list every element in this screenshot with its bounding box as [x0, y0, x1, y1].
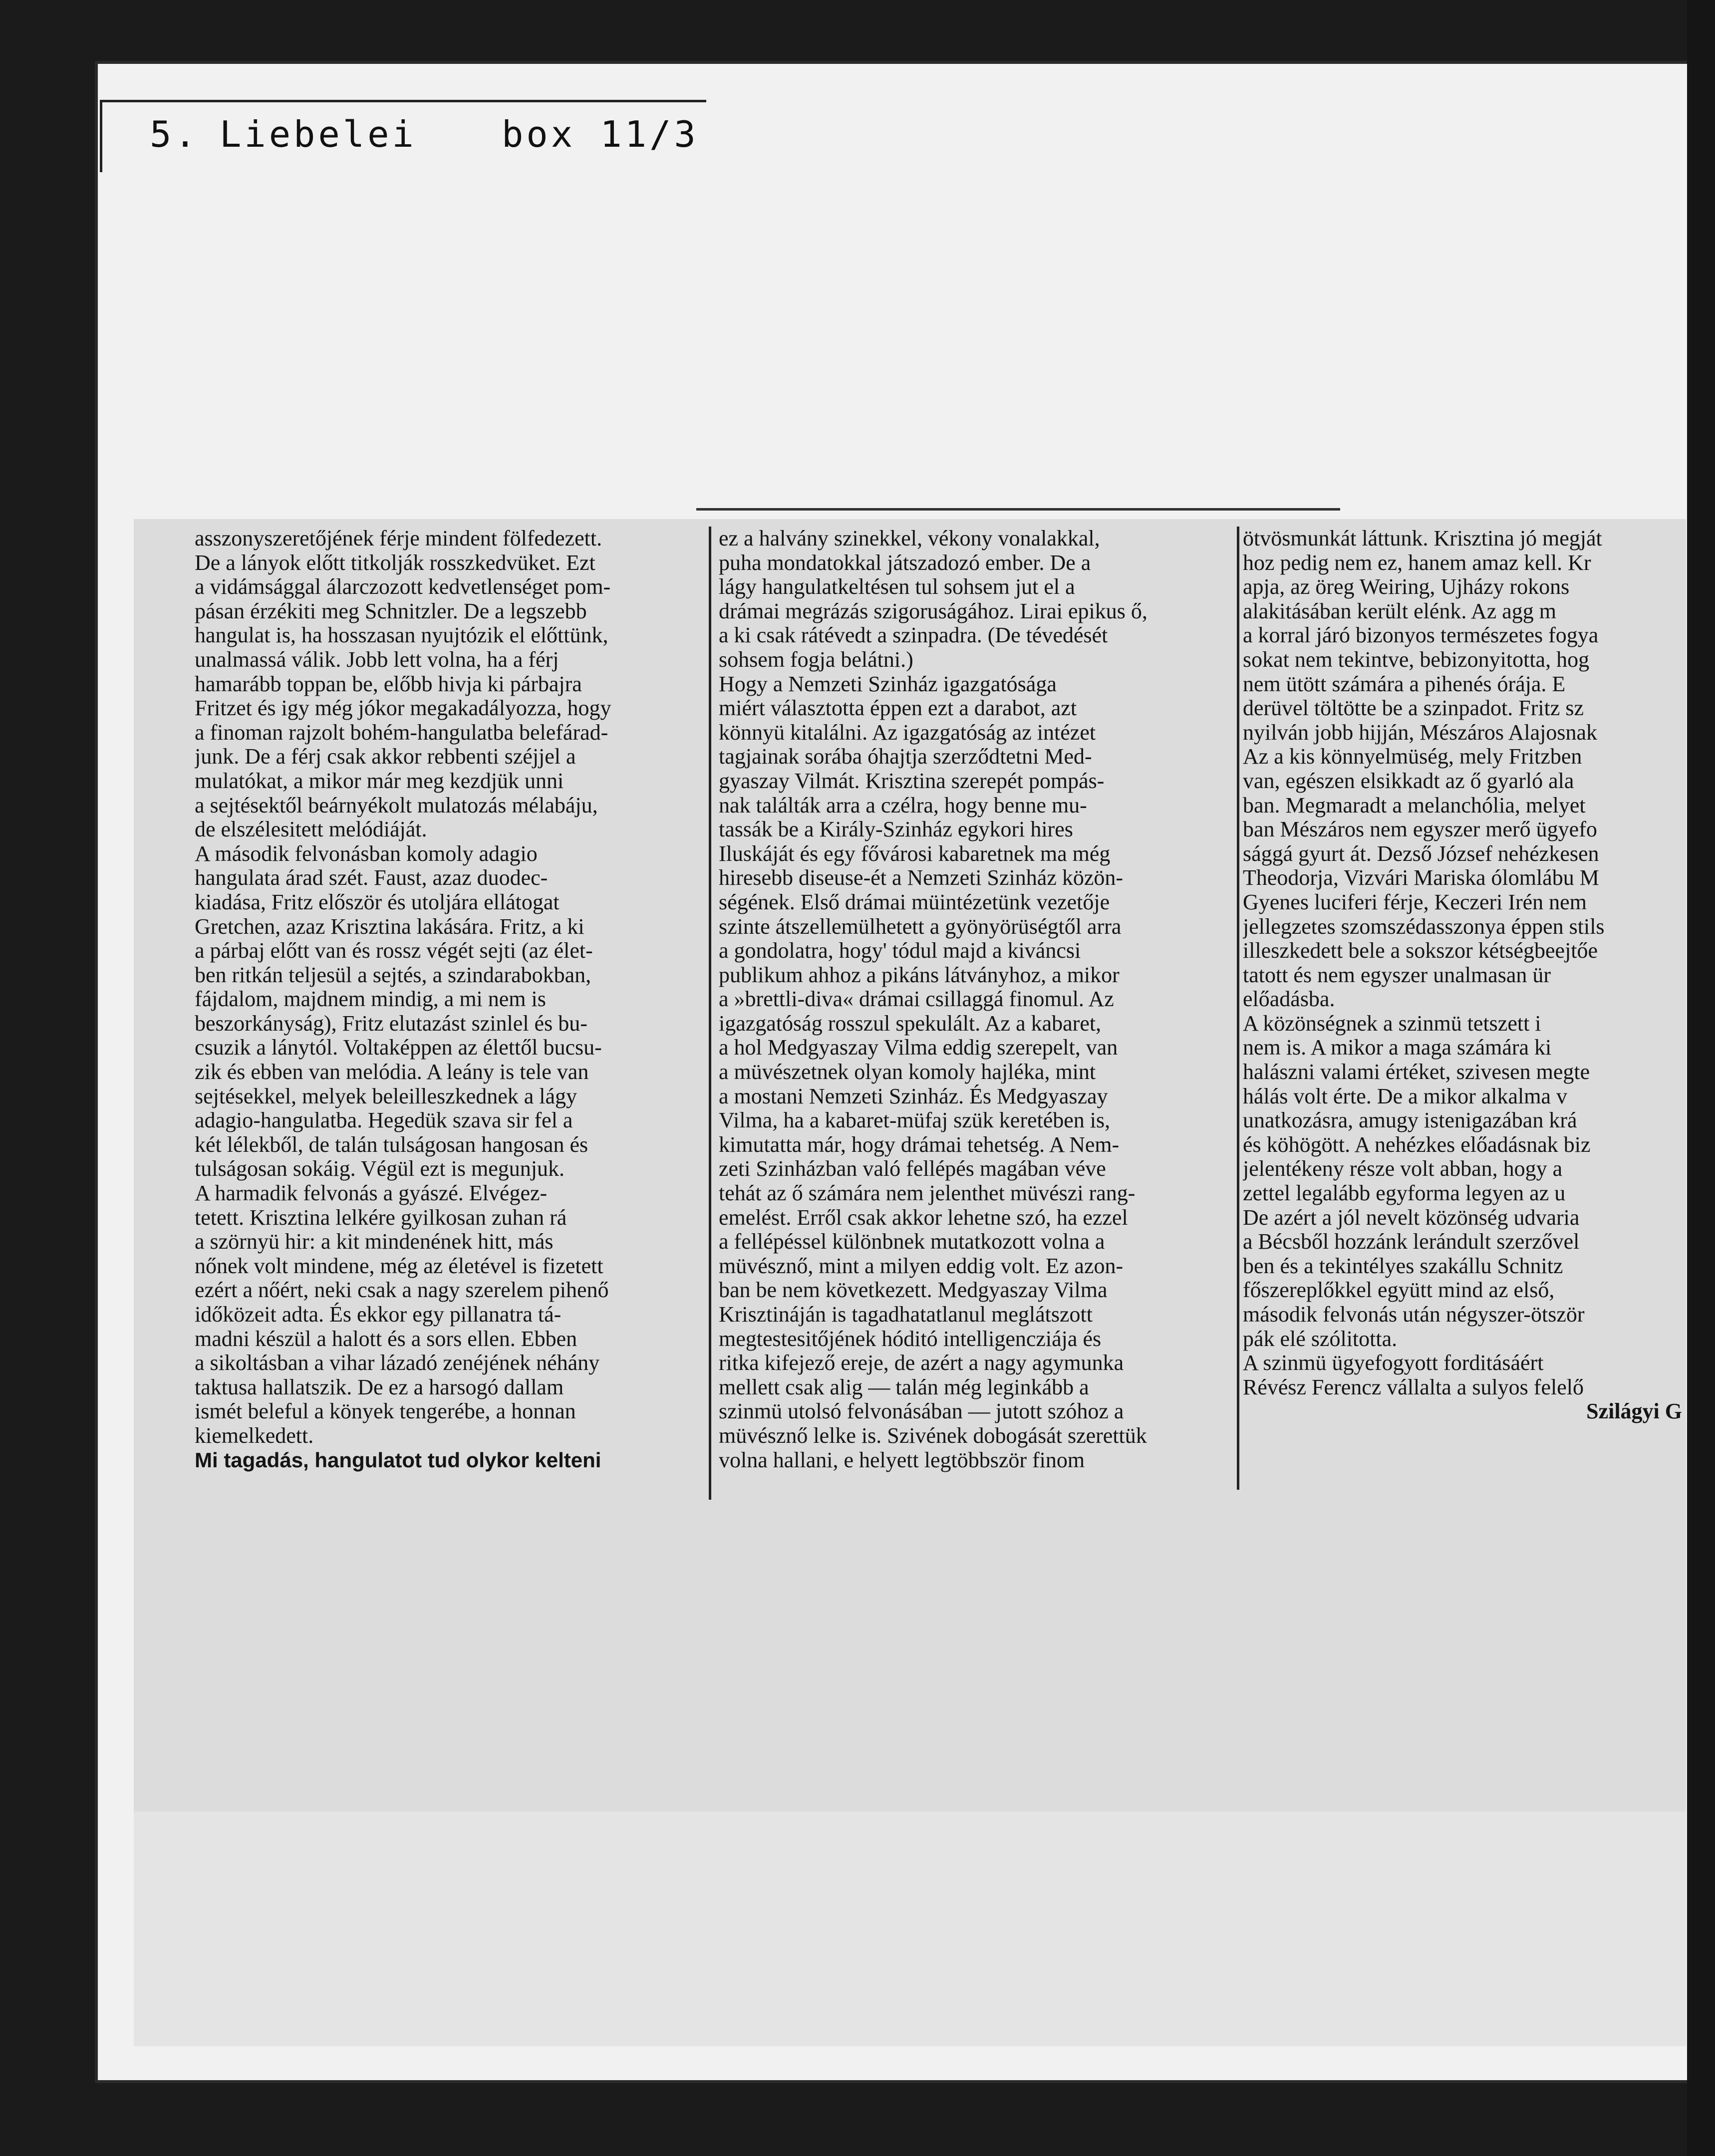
article-line: hálás volt érte. De a mikor alkalma v	[1243, 1084, 1567, 1108]
article-line: és köhögött. A nehézkes előadásnak biz	[1243, 1132, 1591, 1157]
article-line: sággá gyurt át. Dezső József nehézkesen	[1243, 841, 1599, 866]
article-column-3	[1243, 527, 1682, 1424]
label-box: box 11/3	[502, 113, 699, 155]
article-line: gyaszay Vilmát. Krisztina szerepét pompás-	[719, 769, 1105, 793]
article-line: junk. De a férj csak akkor rebbenti széjjel a	[195, 745, 576, 769]
article-line: hoz pedig nem ez, hanem amaz kell. Kr	[1243, 550, 1591, 575]
article-line: a vidámsággal álarczozott kedvetlenséget pom-	[195, 575, 611, 599]
article-line: Fritzet és igy még jókor megakadályozza, hogy	[195, 696, 611, 721]
article-line: mulatókat, a mikor már meg kezdjük unni	[195, 769, 564, 793]
article-line: zettel legalább egyforma legyen az u	[1243, 1181, 1566, 1206]
article-line: unalmassá válik. Jobb lett volna, ha a férj	[195, 647, 559, 672]
article-line: zik és ebben van melódia. A leány is tele van	[195, 1060, 589, 1084]
article-line: a fellépéssel különbnek mutatkozott volna a	[719, 1230, 1105, 1254]
article-line: tehát az ő számára nem jelenthet müvészi rang-	[719, 1181, 1136, 1206]
article-line: nőnek volt mindene, még az életével is fizetett	[195, 1254, 603, 1278]
article-line: asszonyszeretőjének férje mindent fölfedezett.	[195, 527, 602, 550]
article-line: ségének. Első drámai müintézetünk vezetője	[719, 890, 1110, 914]
article-line: a korral járó bizonyos természetes fogya	[1243, 623, 1599, 648]
article-line: nak találták arra a czélra, hogy benne mu-	[719, 793, 1087, 817]
article-line: A második felvonásban komoly adagio	[195, 841, 538, 866]
article-line: lágy hangulatkeltésen tul sohsem jut el a	[719, 575, 1075, 599]
column-divider-2	[1237, 527, 1239, 1490]
article-line: Révész Ferencz vállalta a sulyos felelő	[1243, 1375, 1584, 1399]
article-line: főszereplőkkel együtt mind az első,	[1243, 1278, 1555, 1303]
column-top-rule	[696, 508, 1340, 511]
article-line: Hogy a Nemzeti Szinház igazgatósága	[719, 672, 1057, 696]
column-divider-1	[709, 527, 711, 1500]
article-line: könnyü kitalálni. Az igazgatóság az intézet	[719, 720, 1096, 745]
article-line: a »brettli-diva« drámai csillaggá finomul. Az	[719, 987, 1114, 1012]
article-line: tatott és nem egyszer unalmasan ür	[1243, 963, 1551, 987]
article-line: Krisztináján is tagadhatatlanul meglátszott	[719, 1303, 1093, 1327]
article-line: hangulat is, ha hosszasan nyujtózik el előttünk,	[195, 623, 608, 648]
article-line: A szinmü ügyefogyott forditásáért	[1243, 1351, 1544, 1375]
article-line: sejtésekkel, melyek beleilleszkednek a lágy	[195, 1084, 577, 1108]
article-line: ben és a tekintélyes szakállu Schnitz	[1243, 1254, 1563, 1278]
article-line: A közönségnek a szinmü tetszett i	[1243, 1011, 1541, 1036]
article-line: Gretchen, azaz Krisztina lakására. Fritz, a ki	[195, 914, 584, 939]
article-line: kiadása, Fritz először és utoljára ellátogat	[195, 890, 560, 914]
article-line: a hol Medgyaszay Vilma eddig szerepelt, van	[719, 1036, 1118, 1060]
article-line: ben ritkán teljesül a sejtés, a szindarabokban,	[195, 963, 591, 987]
article-line: Vilma, ha a kabaret-müfaj szük keretében is,	[719, 1108, 1111, 1133]
article-line: időközeit adta. És ekkor egy pillanatra tá-	[195, 1303, 562, 1327]
article-line: De azért a jól nevelt közönség udvaria	[1243, 1205, 1580, 1230]
article-line: ezért a nőért, neki csak a nagy szerelem pihenő	[195, 1278, 609, 1303]
label-title: Liebelei	[220, 113, 417, 155]
article-line: ismét beleful a könyek tengerébe, a honnan	[195, 1399, 576, 1424]
article-line: adagio-hangulatba. Hegedük szava sir fel a	[195, 1108, 573, 1133]
article-line: De a lányok előtt titkolják rosszkedvüket. Ezt	[195, 550, 595, 575]
article-line: ritka kifejező ereje, de azért a nagy agymunka	[719, 1351, 1124, 1375]
article-line: puha mondatokkal játszadozó ember. De a	[719, 550, 1091, 575]
article-line: előadásba.	[1243, 987, 1335, 1012]
article-line: a párbaj előtt van és rossz végét sejti (az élet-	[195, 939, 593, 963]
film-edge	[1687, 0, 1715, 2156]
article-line: ban Mészáros nem egyszer merő ügyefo	[1243, 817, 1597, 842]
article-line: Szilágyi G	[1586, 1399, 1682, 1424]
article-line: nem is. A mikor a maga számára ki	[1243, 1036, 1552, 1060]
article-line: a szörnyü hir: a kit mindenének hitt, más	[195, 1230, 554, 1254]
clipping-blank-area	[134, 1812, 1686, 2046]
article-line: a Bécsből hozzánk lerándult szerzővel	[1243, 1230, 1580, 1254]
article-column-2	[719, 527, 1223, 1472]
article-line: de elszélesitett melódiáját.	[195, 817, 427, 842]
article-line: igazgatóság rosszul spekulált. Az a kabaret,	[719, 1011, 1102, 1036]
article-line: beszorkányság), Fritz elutazást szinlel és bu-	[195, 1011, 587, 1036]
article-line: apja, az öreg Weiring, Ujházy rokons	[1243, 575, 1570, 599]
article-line: hamarább toppan be, előbb hivja ki párbajra	[195, 672, 582, 696]
article-line: ez a halvány szinekkel, vékony vonalakkal,	[719, 527, 1100, 550]
article-line: taktusa hallatszik. De ez a harsogó dallam	[195, 1375, 564, 1399]
article-line: unatkozásra, amugy istenigazában krá	[1243, 1108, 1577, 1133]
article-line: A harmadik felvonás a gyászé. Elvégez-	[195, 1181, 548, 1206]
article-line: Theodorja, Vizvári Mariska ólomlábu M	[1243, 866, 1599, 890]
article-line: megtestesitőjének hóditó intelligencziája és	[719, 1327, 1102, 1351]
article-line: nyilván jobb hijján, Mészáros Alajosnak	[1243, 720, 1597, 745]
article-line: sohsem fogja belátni.)	[719, 647, 913, 672]
article-line: kimutatta már, hogy drámai tehetség. A Nem-	[719, 1132, 1120, 1157]
label-number: 5.	[150, 113, 199, 155]
article-line: tetett. Krisztina lelkére gyilkosan zuhan rá	[195, 1205, 567, 1230]
article-line: van, egészen elsikkadt az ő gyarló ala	[1243, 769, 1574, 793]
article-line: szinmü utolsó felvonásában — jutott szóhoz a	[719, 1399, 1124, 1424]
article-line: illeszkedett bele a sokszor kétségbeejtőe	[1243, 939, 1598, 963]
article-line: mellett csak alig — talán még leginkább a	[719, 1375, 1089, 1399]
article-line: zeti Szinházban való fellépés magában véve	[719, 1157, 1106, 1181]
article-column-1	[195, 527, 698, 1472]
article-line: sokat nem tekintve, bebizonyitotta, hog	[1243, 647, 1590, 672]
article-line: ban be nem következett. Medgyaszay Vilma	[719, 1278, 1108, 1303]
article-line: második felvonás után négyszer-ötször	[1243, 1303, 1585, 1327]
article-line: jelentékeny része volt abban, hogy a	[1243, 1157, 1563, 1181]
article-line: madni készül a halott és a sors ellen. Ebben	[195, 1327, 577, 1351]
article-line: Az a kis könnyelmüség, mely Fritzben	[1243, 745, 1582, 769]
article-line: tagjainak sorába óhajtja szerződtetni Med-	[719, 745, 1092, 769]
article-line: Gyenes luciferi férje, Keczeri Irén nem	[1243, 890, 1587, 914]
article-line: publikum ahhoz a pikáns látványhoz, a mikor	[719, 963, 1120, 987]
article-line: két lélekből, de talán tulságosan hangosan és	[195, 1132, 588, 1157]
article-line: halászni valami értéket, szivesen megte	[1243, 1060, 1590, 1084]
article-line: nem ütött számára a pihenés órája. E	[1243, 672, 1566, 696]
article-line: a ki csak rátévedt a szinpadra. (De tévedését	[719, 623, 1108, 648]
article-line: tulságosan sokáig. Végül ezt is megunjuk.	[195, 1157, 565, 1181]
article-line: alakitásában került elénk. Az agg m	[1243, 599, 1556, 623]
article-line: fájdalom, majdnem mindig, a mi nem is	[195, 987, 546, 1012]
article-line: szinte átszellemülhetett a gyönyörüségtől arra	[719, 914, 1122, 939]
article-line: drámai megrázás szigoruságához. Lirai epikus ő,	[719, 599, 1147, 623]
article-line: hangulata árad szét. Faust, azaz duodec-	[195, 866, 548, 890]
article-line: ban. Megmaradt a melanchólia, melyet	[1243, 793, 1586, 817]
article-line: müvésznő lelke is. Szivének dobogását szerettük	[719, 1423, 1147, 1448]
article-line: volna hallani, e helyett legtöbbször finom	[719, 1448, 1085, 1472]
article-line: csuzik a lánytól. Voltaképpen az élettől bucsu-	[195, 1036, 602, 1060]
article-line: pák elé szólitotta.	[1243, 1327, 1398, 1351]
article-line: a finoman rajzolt bohém-hangulatba belefárad-	[195, 720, 608, 745]
article-line: miért választotta éppen ezt a darabot, azt	[719, 696, 1077, 721]
article-line: hiresebb diseuse-ét a Nemzeti Szinház közön-	[719, 866, 1124, 890]
article-line: a müvészetnek olyan komoly hajléka, mint	[719, 1060, 1096, 1084]
article-line: kiemelkedett.	[195, 1423, 314, 1448]
article-line: emelést. Erről csak akkor lehetne szó, ha ezzel	[719, 1205, 1128, 1230]
article-line: jellegzetes szomszédasszonya éppen stils	[1243, 914, 1605, 939]
article-line: ötvösmunkát láttunk. Krisztina jó megját	[1243, 527, 1602, 550]
article-line: pásan érzékiti meg Schnitzler. De a legszebb	[195, 599, 587, 623]
article-line: Mi tagadás, hangulatot tud olykor kelteni	[195, 1448, 601, 1472]
article-line: derüvel töltötte be a szinpadot. Fritz sz	[1243, 696, 1584, 721]
article-line: tassák be a Király-Szinház egykori hires	[719, 817, 1073, 842]
article-line: a sejtésektől beárnyékolt mulatozás mélabáju,	[195, 793, 598, 817]
article-line: a mostani Nemzeti Szinház. És Medgyaszay	[719, 1084, 1108, 1108]
article-line: a gondolatra, hogy' tódul majd a kiváncsi	[719, 939, 1081, 963]
article-line: müvésznő, mint a milyen eddig volt. Ez azon-	[719, 1254, 1124, 1278]
article-line: Iluskáját és egy fővárosi kabaretnek ma még	[719, 841, 1111, 866]
archive-label	[100, 100, 706, 172]
article-line: a sikoltásban a vihar lázadó zenéjének néhány	[195, 1351, 600, 1375]
